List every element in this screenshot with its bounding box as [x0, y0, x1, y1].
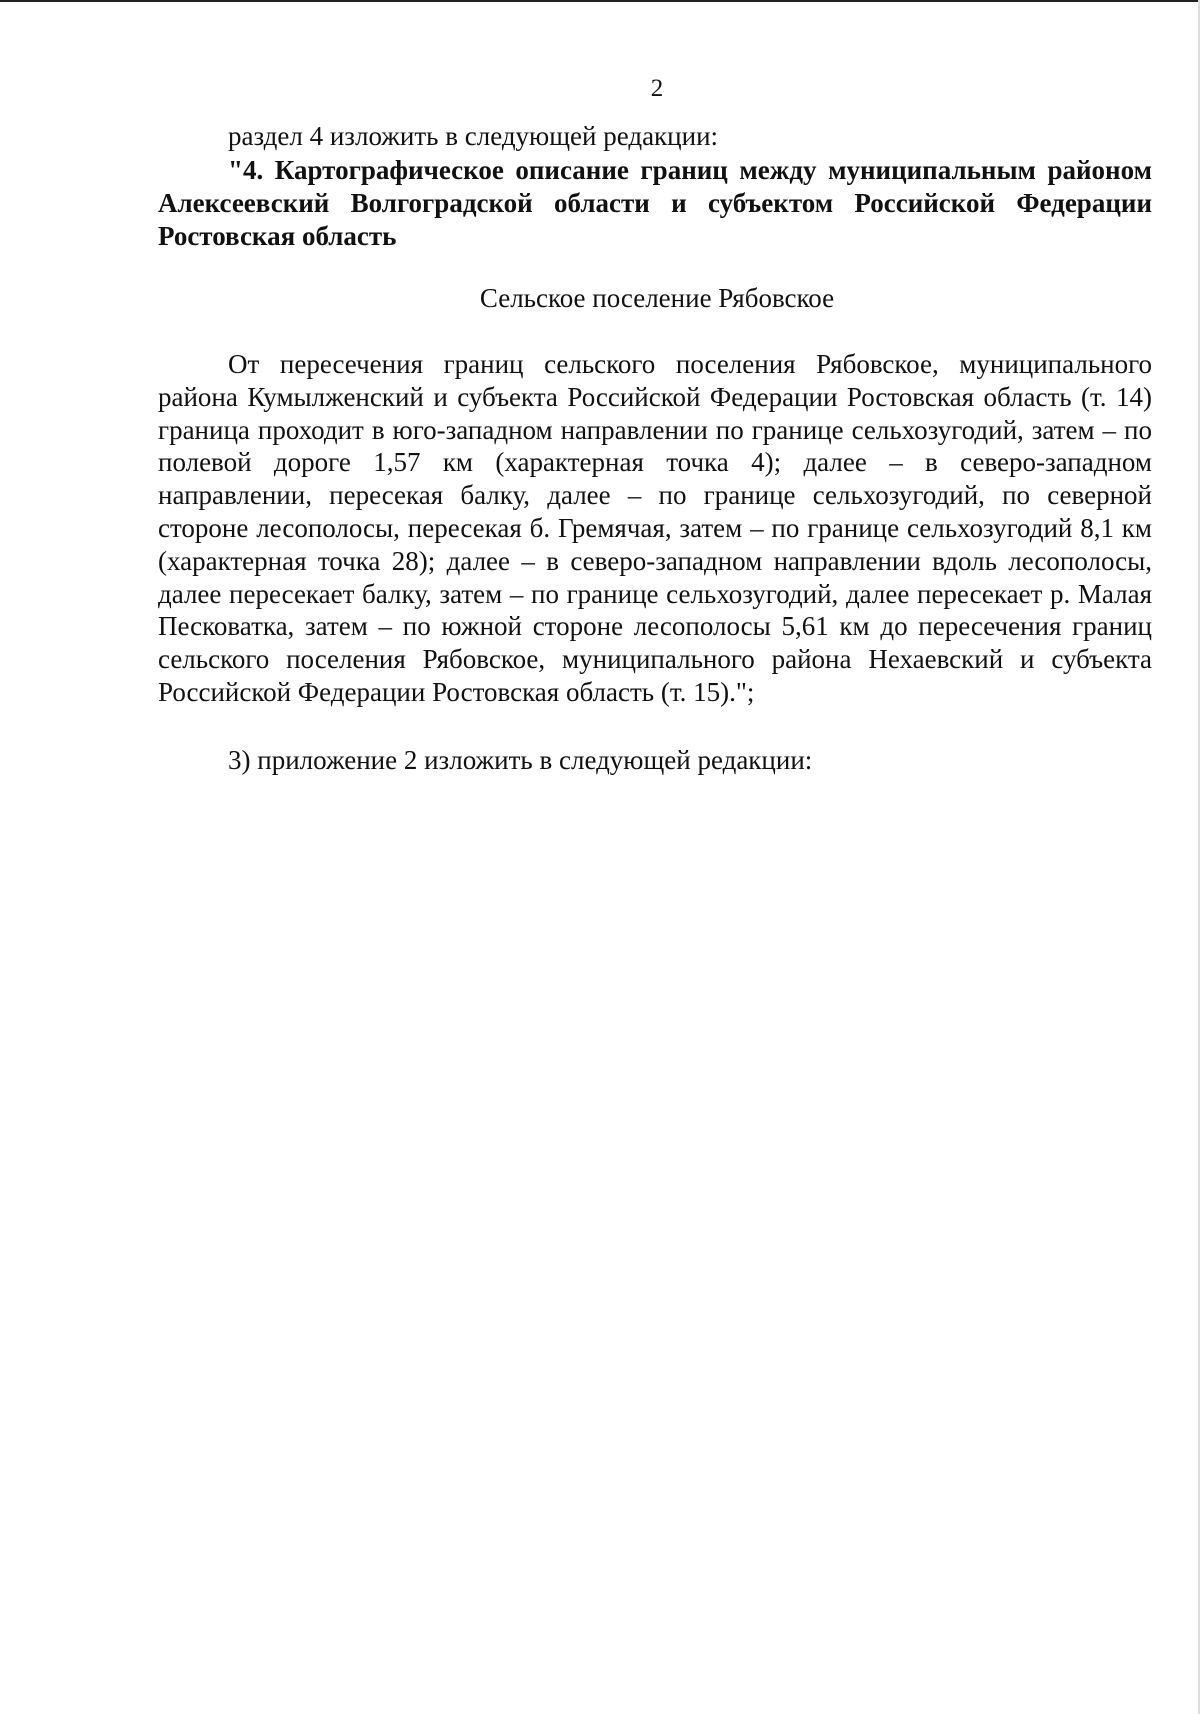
closing-line: 3) приложение 2 изложить в следующей редакции:: [228, 745, 813, 775]
boundary-description-paragraph: От пересечения границ сельского поселения Рябовское, муниципального района Кумылженский и субъекта Российской Федерации Ростовская область (т. 14) граница проходит в юго-западном направлении по границе сельхозугодий, затем – по полевой дороге 1,57 км (характерная точка 4); далее – в северо-западном направлении, пересекая балку, далее – по границе сельхозугодий, по северной стороне лесополосы, пересекая б. Гремячая, затем – по границе сельхозугодий 8,1 км (характерная точка 28); далее – в северо-западном направлении вдоль лесополосы, далее пересекает балку, затем – по границе сельхозугодий, далее пересекает р. Малая Песковатка, затем – по южной стороне лесополосы 5,61 км до пересечения границ сельского поселения Рябовское, муниципального района Нехаевский и субъекта Российской Федерации Ростовская область (т. 15).";: [158, 349, 1152, 707]
page-number: 2: [650, 75, 664, 102]
intro-line: раздел 4 изложить в следующей редакции:: [228, 121, 719, 151]
section-heading: "4. Картографическое описание границ между муниципальным районом Алексеевский Волгоградской области и субъектом Российской Федерации Ростовская область: [158, 155, 1152, 251]
scan-top-border: [0, 0, 1200, 2]
settlement-title: Сельское поселение Рябовское: [479, 283, 835, 313]
